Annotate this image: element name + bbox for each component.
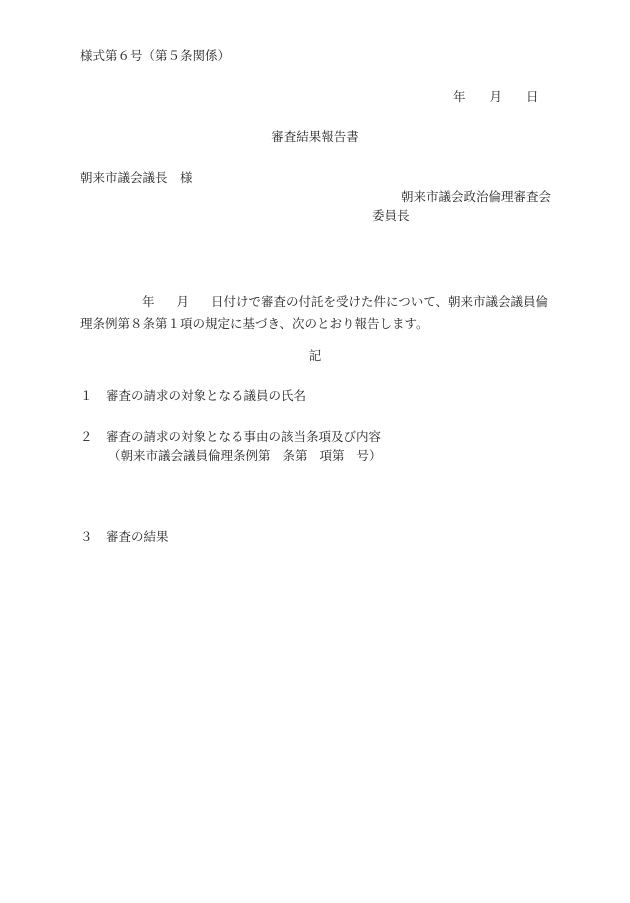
item-text: 審査の結果 bbox=[106, 529, 169, 544]
body-year-label: 年 bbox=[142, 294, 155, 309]
item-2-detail-article: 条第 bbox=[282, 448, 308, 463]
addressee: 朝来市議会議長 様 bbox=[80, 170, 193, 185]
date-month-label: 月 bbox=[489, 89, 503, 104]
body-month-label: 月 bbox=[176, 294, 190, 309]
body-line-2: 理条例第８条第１項の規定に基づき、次のとおり報告します。 bbox=[80, 316, 429, 331]
body-line-1 bbox=[80, 291, 552, 313]
document-title: 審査結果報告書 bbox=[271, 129, 359, 144]
item-2-detail-paragraph: 項第 bbox=[319, 448, 345, 463]
list-item bbox=[80, 531, 169, 544]
ki-heading: 記 bbox=[308, 348, 322, 363]
sender-role: 委員長 bbox=[372, 208, 410, 223]
item-text: 審査の請求の対象となる議員の氏名 bbox=[106, 388, 307, 403]
list-item bbox=[80, 431, 381, 444]
list-item bbox=[80, 390, 306, 403]
form-number: 様式第６号（第５条関係） bbox=[80, 48, 231, 63]
item-2-detail-open: （朝来市議会議員倫理条例第 bbox=[108, 448, 271, 463]
body-line-1-text: 日付けで審査の付託を受けた件について、朝来市議会議員倫 bbox=[211, 294, 549, 309]
body-paragraph bbox=[80, 291, 552, 335]
item-text: 審査の請求の対象となる事由の該当条項及び内容 bbox=[106, 429, 382, 444]
sender-organization: 朝来市議会政治倫理審査会 bbox=[400, 189, 551, 204]
item-number: ２ bbox=[80, 429, 93, 444]
date-line bbox=[453, 91, 539, 104]
item-2-detail-close: 号） bbox=[356, 448, 382, 463]
item-number: ３ bbox=[80, 529, 93, 544]
item-2-detail bbox=[108, 450, 382, 463]
date-day-label: 日 bbox=[526, 89, 539, 104]
item-number: １ bbox=[80, 388, 93, 403]
date-year-label: 年 bbox=[453, 89, 466, 104]
